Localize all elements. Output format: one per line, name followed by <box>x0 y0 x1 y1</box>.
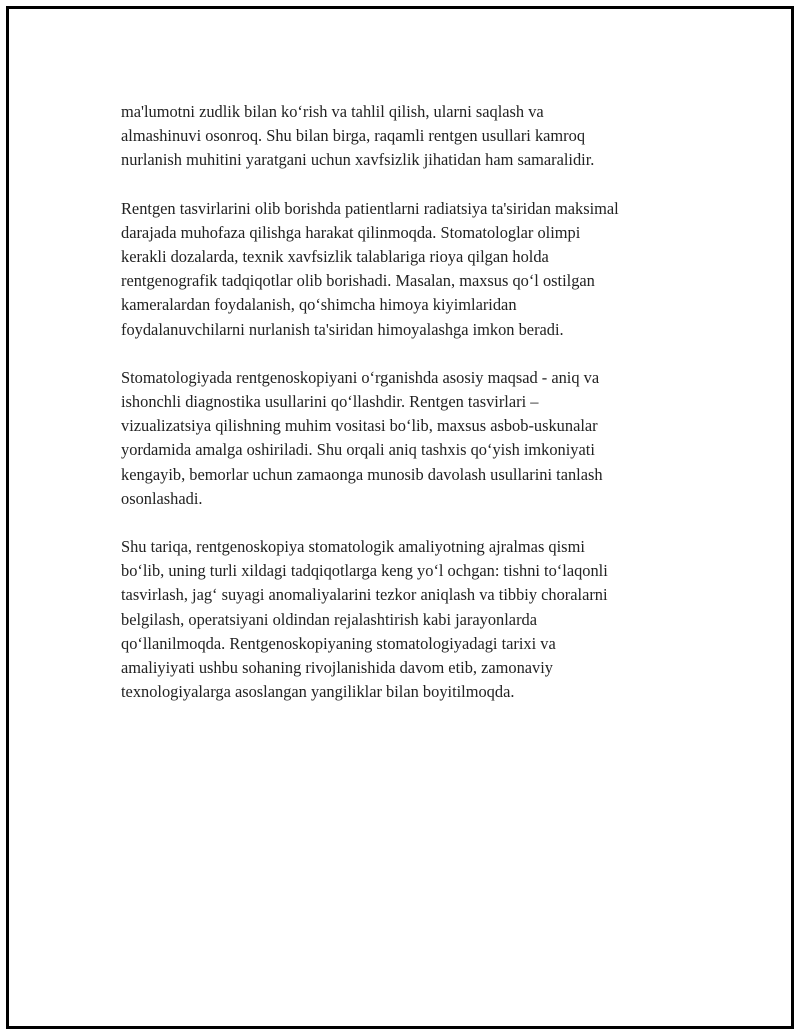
text-line: Shu tariqa, rentgenoskopiya stomatologik amaliyotning ajralmas qismi <box>121 537 585 557</box>
text-line: nurlanish muhitini yaratgani uchun xavfsizlik jihatidan ham samaralidir. <box>121 150 595 170</box>
text-line: Rentgen tasvirlarini olib borishda patientlarni radiatsiya ta'siridan maksimal <box>121 198 619 218</box>
text-line: rentgenografik tadqiqotlar olib borishadi. Masalan, maxsus qo‘l ostilgan <box>121 271 595 291</box>
text-line: Stomatologiyada rentgenoskopiyani o‘rganishda asosiy maqsad - aniq va <box>121 367 600 387</box>
text-line: kameralardan foydalanish, qo‘shimcha himoya kiyimlaridan <box>121 295 517 315</box>
paragraph-2 <box>121 197 691 342</box>
text-line: ishonchli diagnostika usullarini qo‘llashdir. Rentgen tasvirlari – <box>121 392 539 412</box>
paragraph-4 <box>121 535 691 704</box>
text-line: qo‘llanilmoqda. Rentgenoskopiyaning stomatologiyadagi tarixi va <box>121 633 556 653</box>
text-line: tasvirlash, jag‘ suyagi anomaliyalarini tezkor aniqlash va tibbiy choralarni <box>121 585 608 605</box>
text-line: kerakli dozalarda, texnik xavfsizlik talablariga rioya qilgan holda <box>121 247 549 267</box>
text-line: darajada muhofaza qilishga harakat qilinmoqda. Stomatologlar olimpi <box>121 222 581 242</box>
document-body <box>121 100 691 728</box>
text-line: texnologiyalarga asoslangan yangiliklar bilan boyitilmoqda. <box>121 682 515 702</box>
text-line: bo‘lib, uning turli xildagi tadqiqotlarga keng yo‘l ochgan: tishni to‘laqonli <box>121 561 608 581</box>
text-line: foydalanuvchilarni nurlanish ta'siridan himoyalashga imkon beradi. <box>121 319 564 339</box>
text-line: osonlashadi. <box>121 488 203 508</box>
text-line: belgilash, operatsiyani oldindan rejalashtirish kabi jarayonlarda <box>121 609 538 629</box>
text-line: amaliyiyati ushbu sohaning rivojlanishida davom etib, zamonaviy <box>121 658 553 678</box>
text-line: almashinuvi osonroq. Shu bilan birga, raqamli rentgen usullari kamroq <box>121 126 586 146</box>
paragraph-3 <box>121 366 691 511</box>
text-line: ma'lumotni zudlik bilan ko‘rish va tahlil qilish, ularni saqlash va <box>121 102 544 121</box>
text-line: yordamida amalga oshiriladi. Shu orqali aniq tashxis qo‘yish imkoniyati <box>121 440 595 460</box>
page-frame <box>6 6 794 1029</box>
text-line: kengayib, bemorlar uchun zamaongа munosib davolash usullarini tanlash <box>121 464 603 484</box>
paragraph-1 <box>121 100 691 173</box>
text-line: vizualizatsiya qilishning muhim vositasi bo‘lib, maxsus asbob-uskunalar <box>121 416 598 436</box>
